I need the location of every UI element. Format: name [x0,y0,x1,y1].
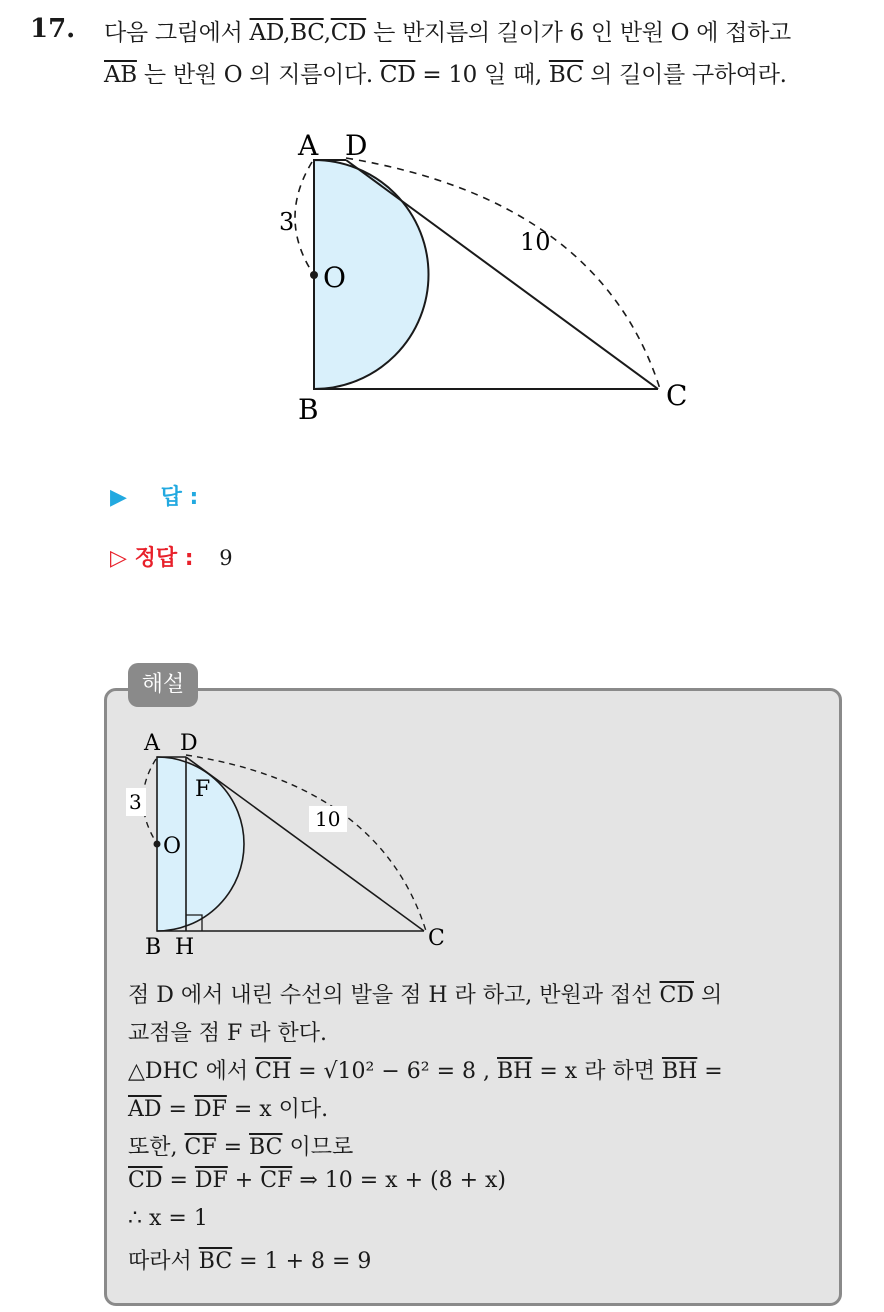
explanation-tag: 해설 [128,663,198,707]
correct-answer-label: 정답 : [134,546,194,571]
correct-answer-row [110,541,233,572]
explanation-line-7: ∴ x = 1 [128,1206,208,1231]
explanation-text: 따라서 [128,1249,199,1274]
explanation-text: = x 이다. [226,1097,329,1122]
segment-ch: $\overline{CH}$ [255,1059,292,1084]
problem-figure [270,120,710,430]
segment-cd: $\overline{CD}$ [128,1168,163,1193]
segment-ab: $\overline{AB}$ [104,62,137,88]
explanation-line-5 [128,1130,353,1161]
explanation-line-8 [128,1244,371,1275]
play-icon: ▶ [110,485,127,510]
segment-bc: $\overline{BC}$ [198,1249,233,1274]
segment-bc: $\overline{BC}$ [548,62,584,88]
comma: , [323,20,331,46]
explanation-text: 점 D 에서 내린 수선의 발을 점 H 라 하고, 반원과 접선 [128,983,660,1008]
outline-play-icon: ▷ [110,546,127,571]
segment-df: $\overline{DF}$ [194,1168,228,1193]
label-d: D [345,129,368,162]
length-10: 10 [315,807,341,831]
explanation-text: = [697,1059,723,1084]
explanation-text: = 8 , [429,1059,498,1084]
answer-label: 답 : [160,485,199,510]
segment-cd: $\overline{CD}$ [659,983,695,1008]
explanation-line-3 [128,1054,723,1085]
comma: , [283,20,291,46]
arc-ao [295,162,312,272]
explanation-line-4 [128,1092,328,1123]
explanation-text: 또한, [128,1135,185,1160]
explanation-text: ⇒ 10 = x + (8 + x) [292,1168,506,1193]
plus: + [227,1168,261,1193]
label-a: A [298,129,319,162]
label-a: A [144,731,160,756]
question-text: 의 길이를 구하여라. [583,62,787,88]
question-text: 다음 그림에서 [104,20,250,46]
length-3: 3 [129,790,142,814]
explanation-text: = x 라 하면 [532,1059,662,1084]
explanation-text: △DHC 에서 [128,1059,256,1084]
question-text: 는 반원 O 의 지름이다. [136,62,380,88]
segment-ad: $\overline{AD}$ [128,1097,162,1122]
segment-df: $\overline{DF}$ [193,1097,227,1122]
explanation-line-2: 교점을 점 F 라 한다. [128,1021,327,1046]
center-dot [154,841,161,848]
label-f: F [195,777,211,802]
equals: = [216,1135,250,1160]
center-dot [310,271,318,279]
explanation-text: 이므로 [282,1135,354,1160]
explanation-text: 의 [694,983,723,1008]
segment-bh: $\overline{BH}$ [497,1059,533,1084]
explanation-figure [120,725,460,960]
correct-answer-value: 9 [219,546,233,570]
question-line-2 [104,56,787,89]
label-d: D [180,731,198,756]
segment-cd: $\overline{CD}$ [379,62,416,88]
segment-ad: $\overline{AD}$ [249,20,284,46]
segment-bc: $\overline{BC}$ [249,1135,283,1160]
label-b: B [298,393,319,426]
length-3: 3 [279,208,295,236]
segment-bc: $\overline{BC}$ [290,20,324,46]
equals: = [291,1059,324,1084]
label-c: C [666,379,688,412]
equals: = [161,1097,194,1122]
question-line-1 [104,14,791,47]
equals: = [162,1168,195,1193]
question-text: = 10 일 때, [415,62,549,88]
explanation-text: = 1 + 8 = 9 [232,1249,372,1274]
question-number: 17. [30,14,76,44]
length-10: 10 [520,228,551,256]
label-c: C [428,926,445,951]
label-o: O [163,834,182,859]
explanation-line-1 [128,978,722,1009]
question-text: 는 반지름의 길이가 6 인 반원 O 에 접하고 [366,20,791,46]
segment-cf: $\overline{CF}$ [260,1168,293,1193]
segment-cf: $\overline{CF}$ [184,1135,217,1160]
label-o: O [323,261,346,294]
square-root-expression: √10² − 6² [323,1059,430,1084]
answer-row [110,480,198,511]
segment-bh: $\overline{BH}$ [661,1059,698,1084]
explanation-line-6 [128,1168,506,1193]
segment-cd: $\overline{CD}$ [330,20,367,46]
label-h: H [175,935,195,960]
label-b: B [145,935,162,960]
